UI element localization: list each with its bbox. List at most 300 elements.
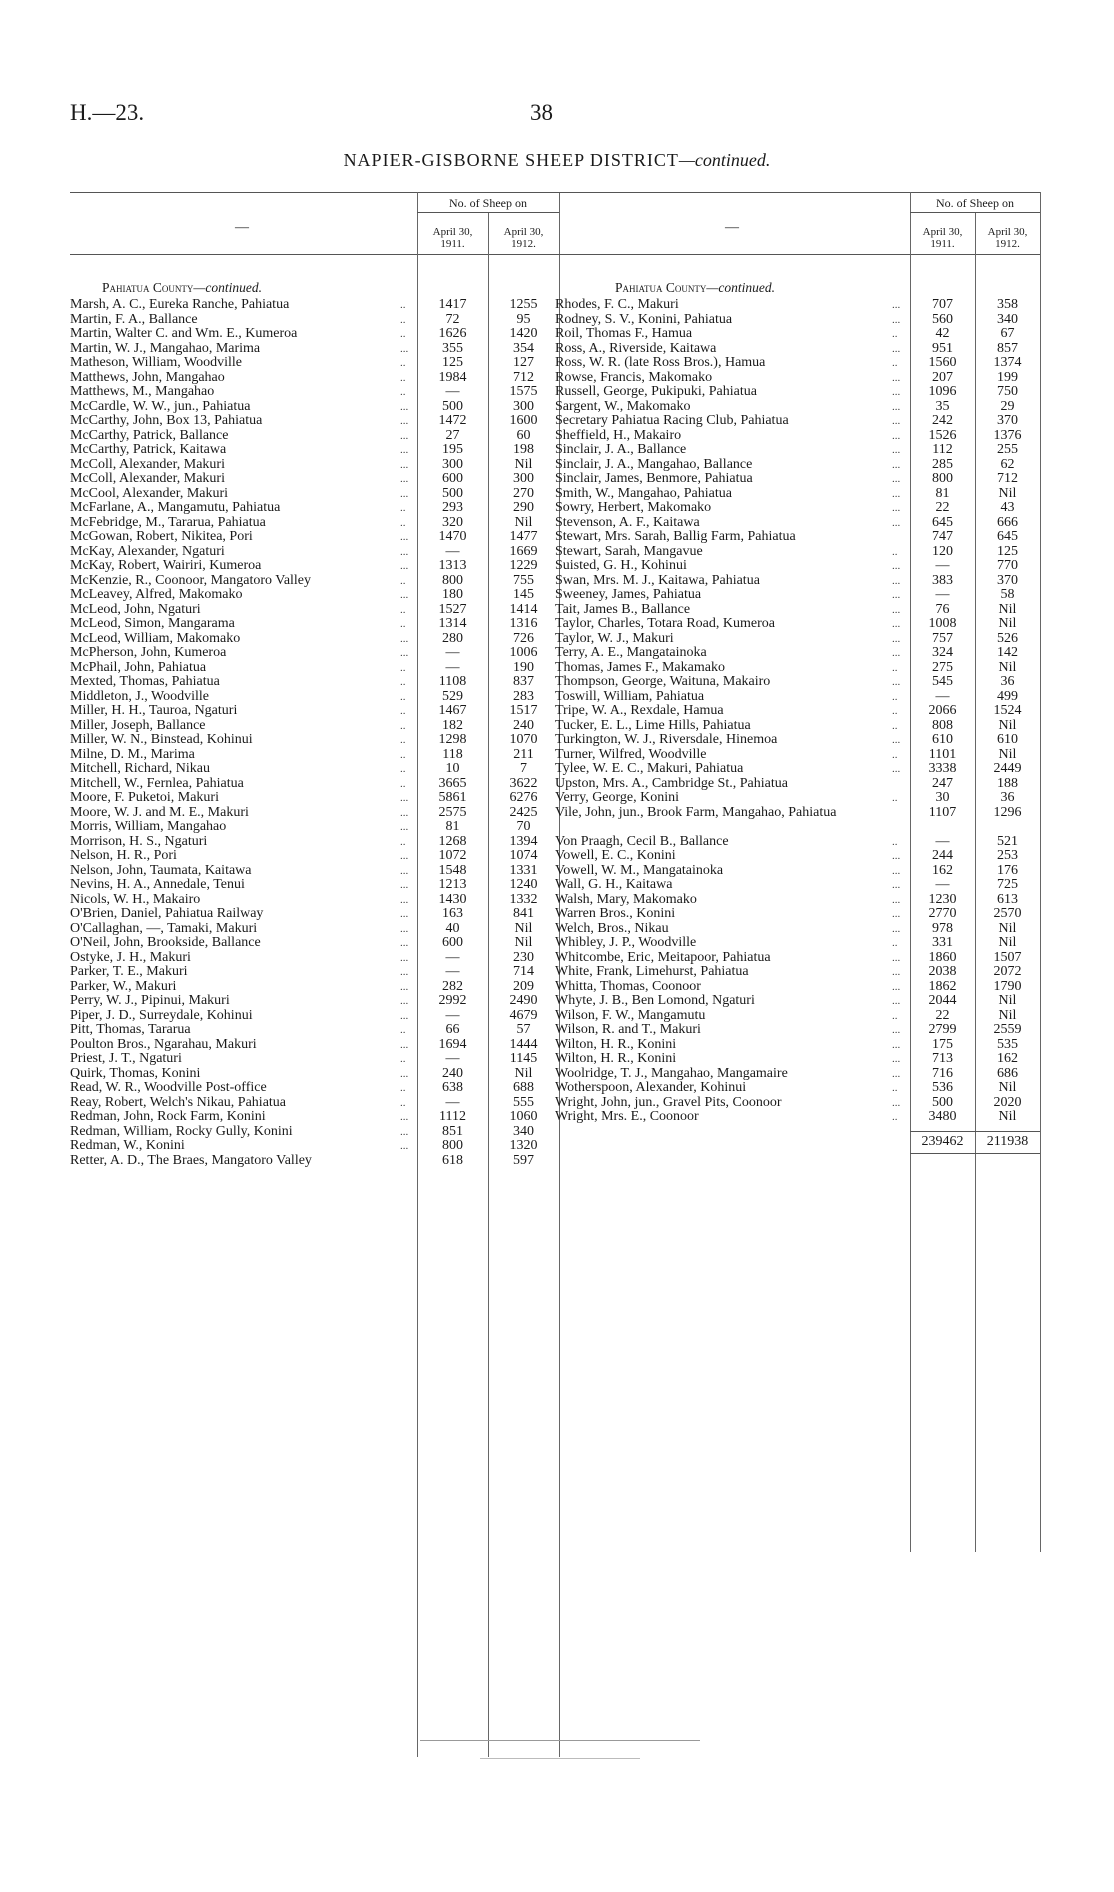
sheep-count-1911: 112	[932, 442, 953, 457]
owner-name: McColl, Alexander, Makuri	[70, 457, 225, 472]
table-row	[555, 458, 1040, 473]
owner-name: Moore, W. J. and M. E., Makuri	[70, 805, 249, 820]
sheep-count-1911: 207	[932, 369, 953, 385]
sheep-count-1911: 320	[442, 514, 463, 530]
sheep-count-1912: 1517	[509, 703, 538, 718]
sheep-count-1911: —	[935, 587, 950, 602]
sheep-count-1912: 1376	[993, 427, 1022, 443]
owner-name: Rodney, S. V., Konini, Pahiatua	[555, 312, 733, 327]
owner-name: McKenzie, R., Coonoor, Mangatoro Valley	[70, 573, 312, 588]
sheep-count-1912: 145	[513, 587, 534, 602]
sheep-count-1911: —	[445, 543, 460, 559]
sheep-count-1912: 300	[513, 398, 534, 414]
sheep-count-1911: 716	[932, 1065, 953, 1081]
sheep-count-1912: 1331	[509, 862, 538, 878]
leader-dots: ...	[892, 879, 901, 891]
sheep-count-1912: 613	[997, 891, 1018, 907]
owner-name: Tylee, W. E. C., Makuri, Pahiatua	[555, 762, 744, 776]
table-row	[555, 994, 1040, 1009]
sheep-count-1911: 180	[442, 587, 463, 602]
sheep-count-1911: 1527	[438, 601, 467, 617]
sheep-count-1911: 800	[932, 471, 953, 486]
table-row	[70, 864, 566, 879]
sheep-count-1911: 618	[442, 1152, 463, 1168]
table-row	[555, 632, 1040, 647]
table-row	[555, 472, 1040, 487]
table-row	[555, 298, 1040, 313]
sheep-count-1912: 1414	[509, 601, 538, 617]
sheep-count-1912: 230	[513, 949, 534, 965]
sheep-count-1912: 725	[997, 877, 1018, 892]
sheep-count-1912: 1524	[993, 703, 1022, 718]
leader-dots: ...	[400, 473, 409, 485]
right-rows	[555, 298, 1040, 1125]
owner-name: Wright, Mrs. E., Coonoor	[555, 1110, 699, 1124]
sheep-count-1911: 1860	[928, 949, 957, 965]
table-row	[555, 791, 1040, 806]
table-row	[70, 980, 566, 995]
leader-dots: ..	[892, 1009, 898, 1022]
sheep-count-1911: 1268	[438, 833, 467, 849]
table-row	[70, 1038, 566, 1053]
sheep-count-1911: 76	[935, 601, 950, 617]
owner-name: Read, W. R., Woodville Post-office	[70, 1081, 267, 1095]
sheep-count-1911: 120	[932, 543, 953, 559]
sheep-count-1912: 3622	[509, 775, 538, 791]
owner-name: McLeod, Simon, Mangarama	[70, 617, 235, 631]
leader-dots: ..	[400, 574, 406, 587]
owner-name: Redman, William, Rocky Gully, Konini	[70, 1124, 293, 1139]
leader-dots: ...	[892, 864, 901, 877]
sheep-count-1912: 1145	[509, 1051, 538, 1066]
owner-name: Vile, John, jun., Brook Farm, Mangahao, Pahiatua	[555, 805, 837, 820]
sheep-count-1911: 707	[932, 297, 953, 312]
table-row	[70, 922, 566, 937]
sheep-count-1911: 757	[932, 630, 953, 646]
owner-name: Walsh, Mary, Makomako	[555, 892, 697, 907]
sheep-count-1911: 247	[932, 775, 953, 791]
table-row	[70, 791, 566, 806]
leader-dots: ..	[400, 386, 406, 398]
sheep-count-1911: 1430	[438, 891, 467, 907]
table-row	[70, 777, 566, 792]
table-row	[555, 516, 1040, 531]
sheep-count-1911: 851	[442, 1123, 463, 1139]
sheep-count-1912: 712	[513, 369, 534, 385]
leader-dots: ...	[892, 386, 901, 398]
owner-name: Sweeney, James, Pahiatua	[555, 588, 702, 602]
sheep-count-1911: 275	[932, 659, 953, 675]
owner-name: Tucker, E. L., Lime Hills, Pahiatua	[555, 718, 751, 733]
sheep-count-1912: 1332	[509, 891, 538, 907]
total-rule	[910, 1131, 1040, 1132]
owner-name: Sargent, W., Makomako	[555, 399, 691, 414]
sheep-count-1912: 1420	[509, 326, 538, 341]
sheep-count-1912: 240	[513, 717, 534, 733]
leader-dots: ...	[892, 299, 901, 311]
sheep-count-1911: 282	[442, 978, 463, 994]
table-row	[555, 980, 1040, 995]
owner-name: O'Callaghan, —, Tamaki, Makuri	[70, 921, 258, 936]
table-row	[70, 690, 566, 705]
owner-name: Matthews, John, Mangahao	[70, 370, 225, 385]
sheep-count-1911: 81	[445, 819, 460, 834]
sheep-count-1912: 1790	[993, 978, 1022, 994]
column-header-1911-date: April 30,	[432, 226, 473, 238]
sheep-count-1912: 60	[516, 427, 531, 443]
leader-dots: ..	[400, 603, 406, 616]
table-row	[555, 646, 1040, 661]
sheep-count-1911: 645	[932, 514, 953, 530]
document-code: H.—23.	[70, 100, 145, 125]
leader-dots: ...	[892, 603, 901, 616]
table-row	[70, 646, 566, 661]
title-main: NAPIER-GISBORNE SHEEP DISTRICT	[343, 150, 679, 170]
owner-name: O'Brien, Daniel, Pahiatua Railway	[70, 907, 264, 921]
sheep-count-1912: 340	[997, 311, 1018, 327]
table-row	[70, 719, 566, 734]
table-row	[70, 516, 566, 531]
sheep-count-1912: 857	[997, 340, 1018, 356]
leader-dots: ...	[892, 1067, 901, 1080]
owner-name: Turner, Wilfred, Woodville	[555, 747, 707, 762]
table-row	[555, 806, 1040, 835]
sheep-count-1911: 1313	[438, 558, 467, 573]
column-header-1911-date: April 30,	[922, 226, 963, 238]
county-name: Pahiatua County	[615, 280, 707, 295]
leader-dots: ..	[400, 328, 406, 340]
sheep-count-1911: 163	[442, 906, 463, 921]
sheep-count-1911: 1008	[928, 616, 957, 631]
column-header-1912-year: 1912.	[995, 238, 1020, 250]
sheep-count-1912: Nil	[998, 601, 1017, 617]
table-row	[70, 1081, 566, 1096]
table-row	[70, 835, 566, 850]
sheep-count-1911: 1298	[438, 732, 467, 747]
leader-dots: ...	[400, 821, 409, 833]
leader-dots: ...	[892, 676, 901, 688]
sheep-count-1911: —	[935, 833, 950, 849]
sheep-count-1911: —	[445, 1094, 460, 1110]
sheep-count-1911: 1108	[438, 674, 467, 689]
name-column-header: —	[235, 220, 249, 235]
leader-dots: ...	[892, 922, 901, 935]
sheep-count-1912: Nil	[998, 485, 1017, 501]
owner-name: Wilton, H. R., Konini	[555, 1037, 677, 1052]
sheep-count-1911: 300	[442, 456, 463, 472]
sheep-count-1911: 536	[932, 1080, 953, 1095]
owner-name: Sinclair, J. A., Mangahao, Ballance	[555, 457, 753, 472]
leader-dots: ...	[892, 458, 901, 471]
sheep-count-1911: 500	[442, 398, 463, 414]
sheep-count-1912: 1240	[509, 877, 538, 892]
leader-dots: ...	[892, 589, 901, 601]
table-row	[70, 458, 566, 473]
owner-name: Wotherspoon, Alexander, Kohinui	[555, 1081, 747, 1095]
owner-name: Wall, G. H., Kaitawa	[555, 878, 673, 892]
sheep-count-1911: 1694	[438, 1036, 467, 1052]
table-row	[555, 1081, 1040, 1096]
sheep-count-1911: 40	[445, 920, 460, 936]
table-row	[555, 603, 1040, 618]
leader-dots: ...	[400, 792, 409, 804]
table-row	[70, 342, 566, 357]
table-row	[70, 588, 566, 603]
owner-name: Turkington, W. J., Riversdale, Hinemoa	[555, 733, 778, 747]
page-number: 38	[530, 100, 553, 125]
owner-name: Suisted, G. H., Kohinui	[555, 559, 687, 573]
leader-dots: ...	[892, 647, 901, 659]
sheep-count-1912: 837	[513, 674, 534, 689]
owner-name: McFarlane, A., Mangamutu, Pahiatua	[70, 501, 281, 515]
owner-name: Moore, F. Puketoi, Makuri	[70, 791, 219, 805]
leader-dots: ..	[400, 1053, 406, 1065]
leader-dots: ...	[892, 313, 901, 326]
leader-dots: ...	[892, 763, 901, 775]
table-row	[70, 748, 566, 763]
owner-name: Nelson, John, Taumata, Kaitawa	[70, 863, 252, 878]
leader-dots: ...	[892, 995, 901, 1007]
leader-dots: ..	[892, 705, 898, 717]
table-row	[555, 574, 1040, 589]
sheep-count-1911: 182	[442, 717, 463, 733]
table-row	[555, 429, 1040, 444]
sheep-count-1912: 1070	[509, 732, 538, 747]
sheep-count-1911: 1096	[928, 384, 957, 399]
leader-dots: ..	[892, 835, 898, 848]
leader-dots: ..	[400, 299, 406, 311]
owner-name: Priest, J. T., Ngaturi	[70, 1052, 182, 1066]
owner-name: Piper, J. D., Surreydale, Kohinui	[70, 1008, 253, 1023]
county-heading	[102, 280, 262, 296]
owner-name: Martin, F. A., Ballance	[70, 312, 198, 327]
owner-name: McCarthy, Patrick, Kaitawa	[70, 443, 227, 457]
leader-dots: ...	[892, 1038, 901, 1051]
total-1912: 211938	[986, 1133, 1029, 1149]
leader-dots: ..	[892, 545, 898, 558]
table-row	[70, 501, 566, 516]
leader-dots: ...	[892, 893, 901, 906]
table-row	[555, 733, 1040, 748]
sheep-count-1912: 1320	[509, 1138, 538, 1153]
leader-dots: ...	[892, 618, 901, 630]
table-row	[70, 632, 566, 647]
table-row	[555, 327, 1040, 342]
sheep-count-1912: 645	[997, 529, 1018, 544]
total-1911: 239462	[921, 1133, 964, 1149]
leader-dots: ...	[892, 850, 901, 862]
table-row	[555, 965, 1040, 980]
sheep-count-1912: Nil	[998, 746, 1017, 762]
owner-name: Poulton Bros., Ngarahau, Makuri	[70, 1037, 257, 1052]
table-row	[70, 849, 566, 864]
table-row	[555, 661, 1040, 676]
table-row	[70, 414, 566, 429]
sheep-count-1911: 22	[935, 1007, 950, 1023]
table-row	[70, 936, 566, 951]
leader-dots: ...	[400, 444, 409, 456]
table-row	[555, 951, 1040, 966]
table-row	[70, 878, 566, 893]
owner-name: McFebridge, M., Tararua, Pahiatua	[70, 515, 266, 530]
owner-name: Martin, Walter C. and Wm. E., Kumeroa	[70, 327, 298, 341]
leader-dots: ..	[400, 748, 406, 761]
sheep-count-1912: 841	[513, 906, 534, 921]
table-row	[70, 429, 566, 444]
table-row	[70, 1096, 566, 1111]
owner-name: Whibley, J. P., Woodville	[555, 936, 697, 950]
owner-name: White, Frank, Limehurst, Pahiatua	[555, 965, 749, 979]
sheep-count-1911: 747	[932, 529, 953, 544]
sheep-count-1911: 3338	[928, 761, 957, 776]
table-row	[70, 574, 566, 589]
table-row	[555, 313, 1040, 328]
sheep-count-1912: 209	[513, 978, 534, 994]
sheep-count-1911: 10	[445, 761, 460, 776]
column-header-1911	[417, 226, 488, 250]
owner-name: Russell, George, Pukipuki, Pahiatua	[555, 385, 757, 399]
leader-dots: ...	[892, 502, 901, 514]
owner-name: Swan, Mrs. M. J., Kaitawa, Pahiatua	[555, 573, 760, 588]
sheep-count-1912: Nil	[514, 920, 533, 936]
sheep-count-1912: 7	[520, 761, 527, 776]
group-rule	[910, 212, 1040, 213]
sheep-count-1912: 43	[1000, 500, 1015, 515]
sheep-count-1911: 1467	[438, 703, 467, 718]
owner-name: Sinclair, James, Benmore, Pahiatua	[555, 472, 753, 486]
table-row	[555, 545, 1040, 560]
sheep-count-1912: 1477	[509, 529, 538, 544]
sheep-count-1912: 714	[513, 964, 534, 979]
owner-name: Secretary Pahiatua Racing Club, Pahiatua	[555, 414, 789, 428]
leader-dots: ..	[892, 1082, 898, 1094]
title-suffix: —continued.	[678, 150, 771, 170]
owner-name: McGowan, Robert, Nikitea, Pori	[70, 530, 253, 544]
leader-dots: ..	[400, 763, 406, 775]
table-row	[70, 487, 566, 502]
leader-dots: ...	[892, 980, 901, 993]
sheep-count-1912: 2570	[993, 906, 1022, 921]
leader-dots: ..	[892, 1111, 898, 1123]
leader-dots: ...	[892, 444, 901, 456]
sheep-count-1912: 688	[513, 1080, 534, 1095]
sheep-count-1912: 70	[516, 819, 531, 834]
sheep-count-1911: 3480	[928, 1109, 957, 1124]
sheep-count-1911: 22	[935, 500, 950, 515]
sheep-count-1911: 2575	[438, 804, 467, 820]
sheep-count-1911: 30	[935, 790, 950, 805]
sheep-count-1911: 175	[932, 1036, 953, 1052]
sheep-count-1912: 340	[513, 1123, 534, 1139]
table-row	[555, 501, 1040, 516]
sheep-count-1911: 1213	[438, 877, 467, 892]
owner-name: Matheson, William, Woodville	[70, 356, 242, 370]
table-row	[555, 1110, 1040, 1125]
sheep-count-1911: 800	[442, 1138, 463, 1153]
footer-rule	[480, 1758, 640, 1759]
table-row	[70, 559, 566, 574]
sheep-count-1912: 1006	[509, 645, 538, 660]
sheep-count-1912: 2425	[509, 804, 538, 820]
table-row	[70, 820, 566, 835]
leader-dots: ..	[892, 328, 898, 340]
sheep-count-1911: 72	[445, 311, 460, 327]
owner-name: Nevins, H. A., Annedale, Tenui	[70, 878, 245, 892]
sheep-count-1912: 270	[513, 485, 534, 501]
owner-name: Wilson, R. and T., Makuri	[555, 1023, 701, 1037]
owner-name: Stewart, Mrs. Sarah, Ballig Farm, Pahiatua	[555, 530, 796, 544]
leader-dots: ..	[400, 1096, 406, 1109]
owner-name: Martin, W. J., Mangahao, Marima	[70, 341, 261, 356]
table-row	[70, 1154, 566, 1169]
sheep-count-1911: 355	[442, 340, 463, 356]
sheep-count-1912: 2020	[993, 1094, 1022, 1110]
header-rule	[555, 254, 1040, 255]
table-row	[555, 893, 1040, 908]
leader-dots: ..	[892, 937, 898, 949]
sheep-count-1912: 190	[513, 659, 534, 675]
sheep-count-1912: 535	[997, 1036, 1018, 1052]
sheep-count-1912: 1507	[993, 949, 1022, 965]
leader-dots: ...	[400, 1038, 409, 1051]
sheep-count-1912: 1229	[509, 558, 538, 573]
table-row	[70, 313, 566, 328]
owner-name: Mexted, Thomas, Pahiatua	[70, 675, 220, 689]
sheep-count-1911: 808	[932, 717, 953, 733]
leader-dots: ...	[892, 632, 901, 645]
owner-name: Milne, D. M., Marima	[70, 747, 195, 762]
table-row	[555, 588, 1040, 603]
leader-dots: ..	[400, 516, 406, 529]
leader-dots: ...	[400, 647, 409, 659]
sheep-count-1911: 1101	[928, 746, 957, 762]
table-row	[70, 1139, 566, 1154]
leader-dots: ..	[400, 1024, 406, 1036]
owner-name: Smith, W., Mangahao, Pahiatua	[555, 486, 732, 501]
sheep-count-1911: 2799	[928, 1022, 957, 1037]
sheep-count-1912: 1296	[993, 804, 1022, 820]
sheep-count-1912: 57	[516, 1022, 531, 1037]
table-row	[70, 400, 566, 415]
leader-dots: ...	[892, 1053, 901, 1065]
owner-name: Taylor, Charles, Totara Road, Kumeroa	[555, 617, 775, 631]
leader-dots: ...	[892, 516, 901, 529]
sheep-count-1911: 600	[442, 935, 463, 950]
sheep-count-1912: 1255	[509, 297, 538, 312]
table-row	[70, 907, 566, 922]
leader-dots: ...	[400, 980, 409, 993]
col-divider	[1040, 192, 1041, 1552]
sheep-count-1912: 354	[513, 340, 534, 356]
sheep-count-1911: 800	[442, 572, 463, 588]
table-row	[555, 936, 1040, 951]
sheep-count-1912: 36	[1000, 674, 1015, 689]
owner-name: Redman, John, Rock Farm, Konini	[70, 1110, 266, 1124]
leader-dots: ...	[400, 1125, 409, 1138]
leader-dots: ..	[892, 748, 898, 761]
county-suffix: —continued.	[706, 280, 776, 295]
leader-dots: ..	[892, 661, 898, 674]
table-row	[555, 762, 1040, 777]
leader-dots: ..	[400, 705, 406, 717]
table-row	[70, 472, 566, 487]
owner-name: Stewart, Sarah, Mangavue	[555, 544, 703, 559]
owner-name: Ross, W. R. (late Ross Bros.), Hamua	[555, 356, 766, 370]
page-title	[0, 150, 1114, 171]
sheep-count-1911: 1548	[438, 862, 467, 878]
sheep-count-1912: 1374	[993, 355, 1022, 370]
sheep-count-1911: —	[935, 558, 950, 573]
